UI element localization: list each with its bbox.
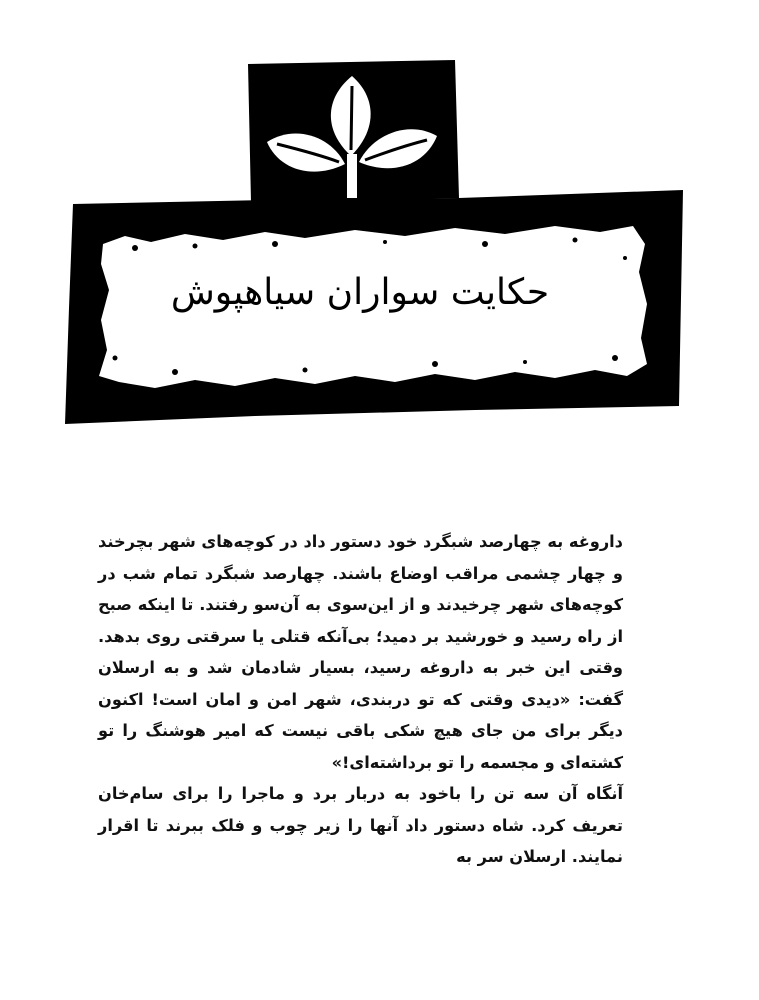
page-title: حکایت سواران سیاهپوش: [170, 272, 550, 313]
header-woodcut-frame: [55, 58, 695, 438]
story-paragraph-2: آنگاه آن سه تن را باخود به دربار برد و ماجرا را برای سام‌خان تعریف کرد. شاه دستور داد آنها را زیر چوب و فلک ببرند تا اقرار نمایند. ارسلان سر به: [98, 784, 623, 866]
story-text: [98, 526, 623, 873]
story-paragraph-1: داروغه به چهارصد شبگرد خود دستور داد در کوچه‌های شهر بچرخند و چهار چشمی مراقب اوضاع باشند. چهارصد شبگرد تمام شب در کوچه‌های شهر چرخیدند و از این‌سوی به آن‌سو رفتند. تا اینکه صبح از راه رسید و خورشید بر دمید؛ بی‌آنکه قتلی یا سرقتی روی بدهد. وقتی این خبر به داروغه رسید، بسیار شادمان شد و به ارسلان گفت: «دیدی وقتی که تو دربندی، شهر امن و امان است! اکنون دیگر برای من جای هیچ شکی باقی نیست که امیر هوشنگ را تو کشته‌ای و مجسمه را تو برداشته‌ای!»: [98, 532, 623, 772]
